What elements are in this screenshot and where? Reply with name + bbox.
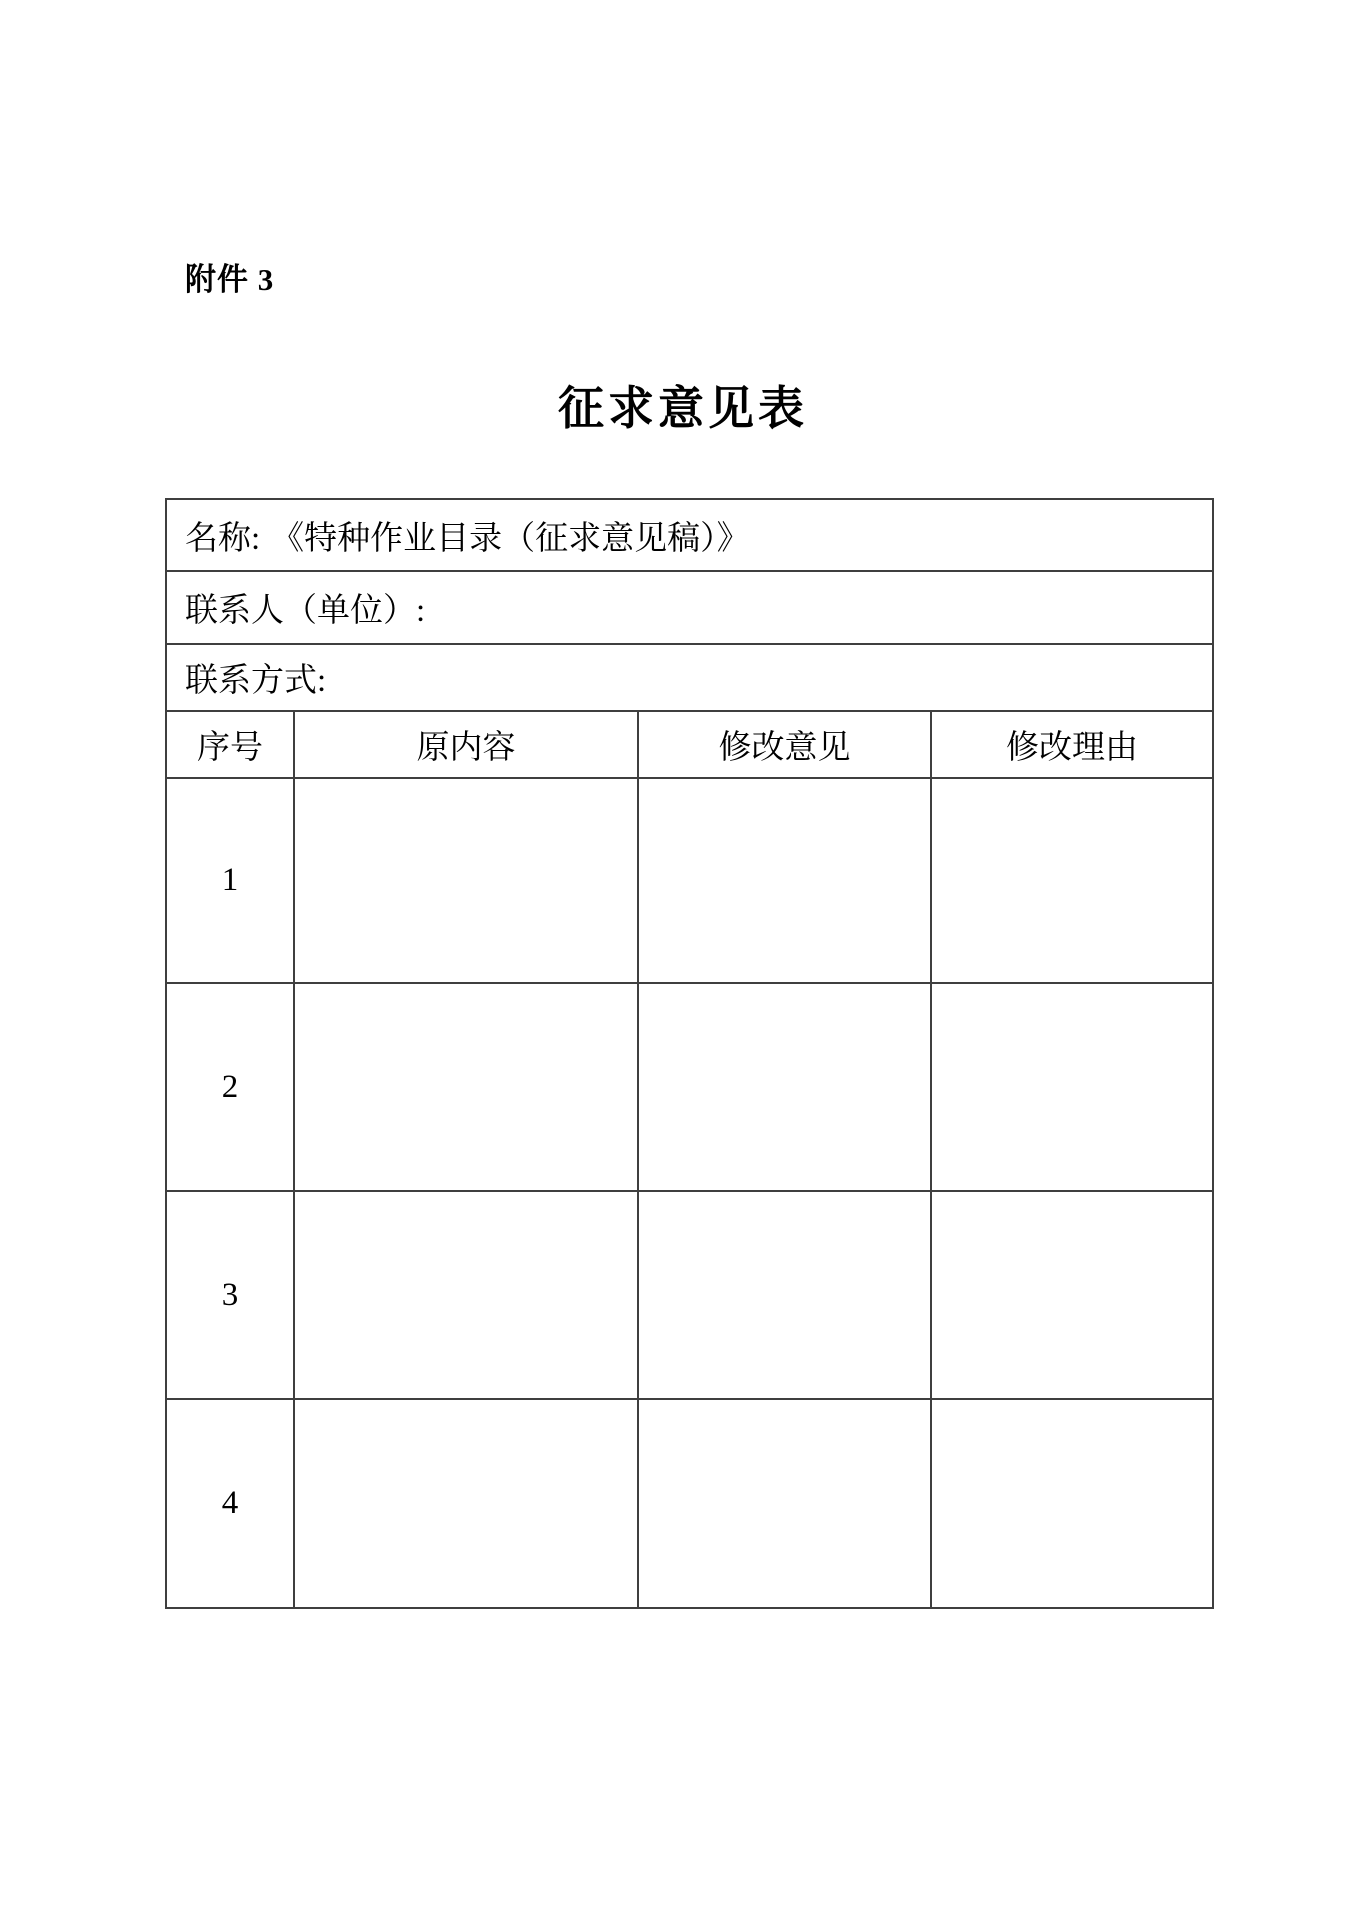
name-field-label: 名称:	[185, 520, 261, 557]
cell-reason	[931, 1191, 1213, 1399]
cell-suggestion	[638, 1191, 931, 1399]
field-row-contact-person	[166, 571, 1213, 644]
comment-form-table	[165, 498, 1214, 1609]
col-header-reason: 修改理由	[931, 711, 1213, 778]
field-row-name	[166, 499, 1213, 571]
cell-reason	[931, 778, 1213, 983]
field-cell-contact-method	[166, 644, 1213, 711]
table-header-row	[166, 711, 1213, 778]
field-cell-contact-person	[166, 571, 1213, 644]
table-row	[166, 1399, 1213, 1608]
contact-person-field-label: 联系人（单位）:	[185, 593, 426, 629]
row-number-cell: 4	[166, 1399, 294, 1608]
field-row-contact-method	[166, 644, 1213, 711]
col-header-original-content: 原内容	[294, 711, 638, 778]
contact-method-field-label: 联系方式:	[185, 663, 327, 699]
col-header-no: 序号	[166, 711, 294, 778]
cell-original-content	[294, 983, 638, 1191]
cell-original-content	[294, 1191, 638, 1399]
table-row	[166, 1191, 1213, 1399]
cell-reason	[931, 1399, 1213, 1608]
name-field-value: 《特种作业目录（征求意见稿）》	[271, 520, 750, 557]
cell-suggestion	[638, 1399, 931, 1608]
row-number-cell: 3	[166, 1191, 294, 1399]
cell-original-content	[294, 1399, 638, 1608]
row-number-cell: 1	[166, 778, 294, 983]
row-number-cell: 2	[166, 983, 294, 1191]
page-title: 征求意见表	[558, 383, 808, 434]
table-row	[166, 983, 1213, 1191]
field-cell-name	[166, 499, 1213, 571]
cell-original-content	[294, 778, 638, 983]
table-row	[166, 778, 1213, 983]
col-header-suggestion: 修改意见	[638, 711, 931, 778]
cell-suggestion	[638, 778, 931, 983]
cell-reason	[931, 983, 1213, 1191]
cell-suggestion	[638, 983, 931, 1191]
attachment-label: 附件 3	[185, 262, 275, 297]
